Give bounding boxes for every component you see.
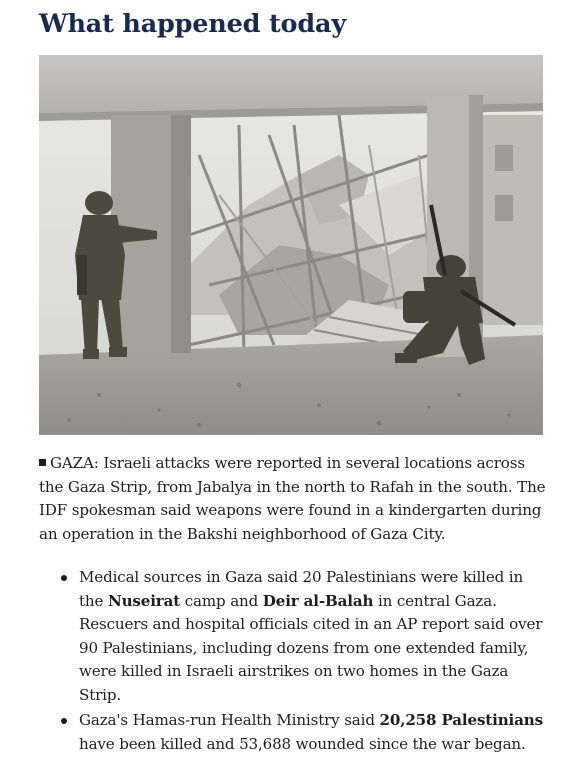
text-span: in central Gaza. Rescuers and hospital officials cited in an AP report said over 90 Palestinians, including dozens from one extended family, were killed in Israeli airstrikes on two homes in the Gaza Strip. bbox=[79, 591, 543, 704]
bullet-list bbox=[58, 566, 548, 758]
list-item bbox=[58, 566, 548, 707]
text-span: have been killed and 53,688 wounded since the war began. bbox=[79, 734, 526, 753]
bold-span: 20,258 Palestinians bbox=[379, 711, 543, 729]
text-span: Gaza's Hamas-run Health Ministry said bbox=[79, 711, 375, 729]
list-item bbox=[58, 709, 548, 756]
news-photo bbox=[39, 55, 543, 435]
section-heading: What happened today bbox=[39, 9, 346, 39]
text-span: camp and bbox=[184, 591, 259, 610]
text-span: Medical sources in Gaza said 20 Palestinians were killed in the bbox=[79, 568, 524, 610]
lead-paragraph bbox=[39, 452, 551, 546]
square-bullet-icon bbox=[39, 459, 46, 466]
lead-location: GAZA: bbox=[50, 454, 99, 472]
bold-span: Nuseirat bbox=[107, 591, 181, 610]
bold-span: Deir al-Balah bbox=[262, 591, 374, 610]
lead-text: Israeli attacks were reported in several locations across the Gaza Strip, from Jabalya in the north to Rafah in the south. The IDF spokesman said weapons were found in a kindergarten during an operation in the Bakshi neighborhood of Gaza City. bbox=[39, 454, 546, 543]
